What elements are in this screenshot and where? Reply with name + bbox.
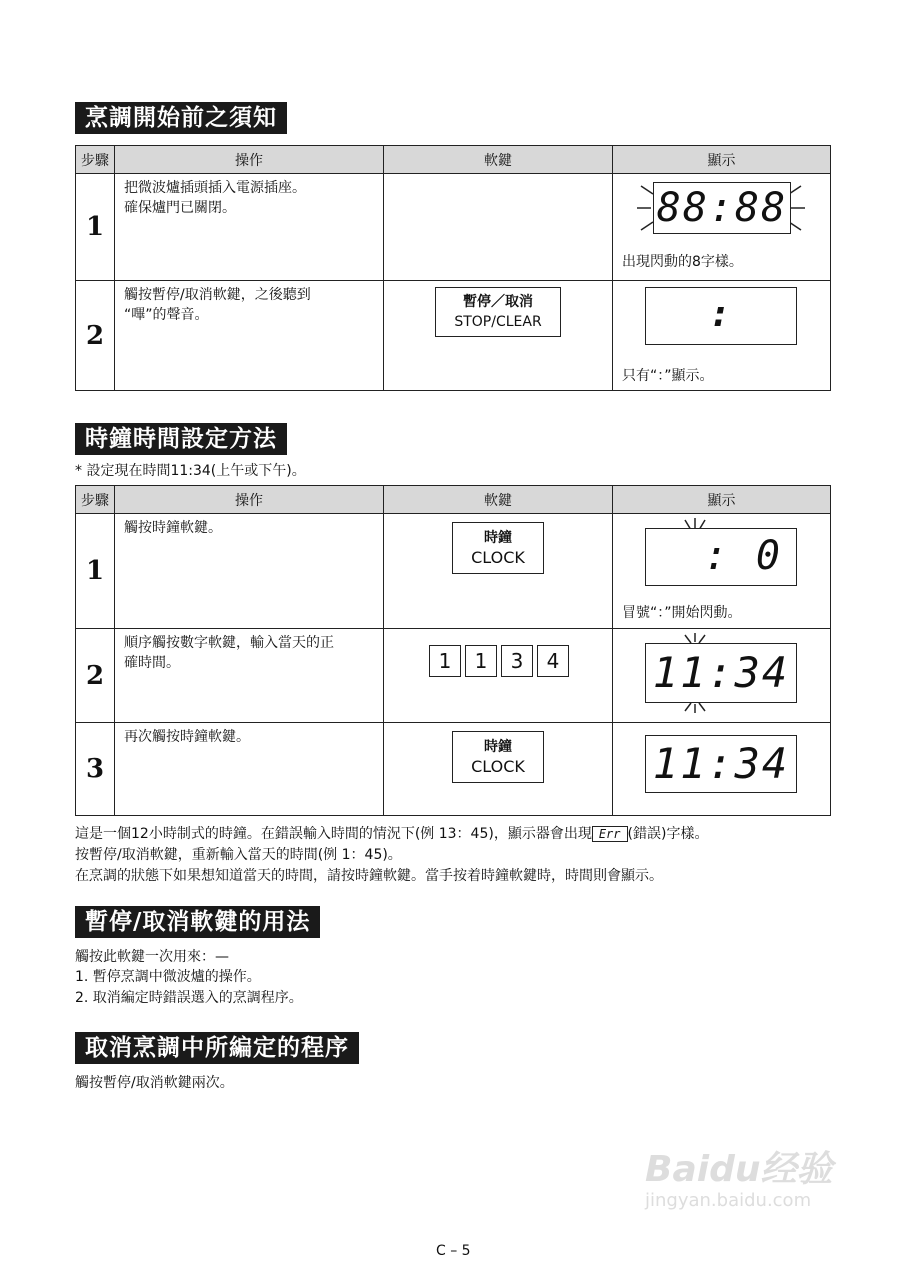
display-caption: 只有“：”顯示。 bbox=[622, 368, 714, 384]
key-cell bbox=[384, 281, 613, 391]
stop-clear-item-1: 1. 暫停烹調中微波爐的操作。 bbox=[75, 969, 261, 985]
step-number: 3 bbox=[76, 723, 115, 816]
header-key: 軟鍵 bbox=[384, 486, 613, 514]
operation-line: 順序觸按數字軟鍵，輸入當天的正 bbox=[124, 635, 334, 651]
key-label-en: CLOCK bbox=[471, 757, 525, 776]
section-title-stop-clear-usage: 暫停/取消軟鍵的用法 bbox=[75, 906, 320, 938]
lcd-display bbox=[645, 735, 797, 793]
key-label-en: STOP/CLEAR bbox=[454, 314, 542, 330]
header-step: 步驟 bbox=[76, 486, 115, 514]
lcd-text: 11:34 bbox=[652, 739, 790, 788]
section-title-clock-setting: 時鐘時間設定方法 bbox=[75, 423, 287, 455]
display-cell bbox=[613, 629, 831, 723]
display-cell bbox=[613, 723, 831, 816]
stop-clear-key bbox=[435, 287, 561, 337]
note-line-2: 按暫停/取消軟鍵，重新輸入當天的時間(例 1：45)。 bbox=[75, 847, 402, 863]
display-cell bbox=[613, 514, 831, 629]
key-cell bbox=[384, 174, 613, 281]
operation-line: 確保爐門已關閉。 bbox=[124, 200, 236, 216]
lcd-display bbox=[645, 528, 797, 586]
operation-text bbox=[115, 629, 384, 723]
display-cell bbox=[613, 174, 831, 281]
key-cell bbox=[384, 514, 613, 629]
lcd-text: : 0 bbox=[703, 533, 782, 579]
operation-line: “嗶”的聲音。 bbox=[124, 307, 209, 323]
key-label-zh: 時鐘 bbox=[484, 739, 512, 755]
key-cell bbox=[384, 723, 613, 816]
table-row bbox=[76, 723, 831, 816]
header-display: 顯示 bbox=[613, 486, 831, 514]
header-display: 顯示 bbox=[613, 146, 831, 174]
header-operation: 操作 bbox=[115, 486, 384, 514]
step-number: 2 bbox=[76, 629, 115, 723]
display-cell bbox=[613, 281, 831, 391]
digit-key-3: 3 bbox=[501, 645, 533, 677]
clock-key bbox=[452, 522, 544, 574]
section-title-cancel-program: 取消烹調中所編定的程序 bbox=[75, 1032, 359, 1064]
header-operation: 操作 bbox=[115, 146, 384, 174]
table-row bbox=[76, 281, 831, 391]
display-caption: 冒號“：”開始閃動。 bbox=[622, 605, 742, 621]
header-step: 步驟 bbox=[76, 146, 115, 174]
step-number: 1 bbox=[76, 514, 115, 629]
step-number: 1 bbox=[76, 174, 115, 281]
table-row bbox=[76, 514, 831, 629]
table-clock-setting bbox=[75, 485, 831, 816]
operation-line: 把微波爐插頭插入電源插座。 bbox=[124, 180, 306, 196]
cancel-program-text: 觸按暫停/取消軟鍵兩次。 bbox=[75, 1075, 234, 1091]
note-line-1 bbox=[75, 824, 708, 844]
operation-line: 再次觸按時鐘軟鍵。 bbox=[124, 729, 250, 745]
table-row bbox=[76, 174, 831, 281]
operation-text bbox=[115, 174, 384, 281]
clock-key bbox=[452, 731, 544, 783]
note-text: (錯誤)字樣。 bbox=[627, 826, 709, 842]
key-label-en: CLOCK bbox=[471, 548, 525, 567]
step-number: 2 bbox=[76, 281, 115, 391]
table-before-cooking bbox=[75, 145, 831, 391]
lcd-text: 11:34 bbox=[652, 648, 790, 697]
lcd-text: 88:88 bbox=[656, 185, 788, 231]
table-row bbox=[76, 629, 831, 723]
operation-line: 觸按暫停/取消軟鍵，之後聽到 bbox=[124, 287, 311, 303]
display-caption: 出現閃動的8字樣。 bbox=[622, 254, 743, 270]
err-display-icon: Err bbox=[592, 826, 628, 842]
note-text: 這是一個12小時制式的時鐘。在錯誤輸入時間的情況下(例 13：45)，顯示器會出現 bbox=[75, 826, 592, 842]
operation-text bbox=[115, 281, 384, 391]
key-label-zh: 時鐘 bbox=[484, 530, 512, 546]
stop-clear-item-2: 2. 取消編定時錯誤選入的烹調程序。 bbox=[75, 990, 303, 1006]
watermark-brand: Baidu经验 bbox=[645, 1149, 833, 1190]
key-cell bbox=[384, 629, 613, 723]
page-number: C – 5 bbox=[436, 1243, 471, 1259]
digit-key-1: 1 bbox=[429, 645, 461, 677]
note-line-3: 在烹調的狀態下如果想知道當天的時間，請按時鐘軟鍵。當手按着時鐘軟鍵時，時間則會顯示。 bbox=[75, 868, 663, 884]
section-title-before-cooking: 烹調開始前之須知 bbox=[75, 102, 287, 134]
lcd-display bbox=[645, 643, 797, 703]
clock-setting-note: * 設定現在時間11:34(上午或下午)。 bbox=[75, 463, 306, 479]
lcd-display bbox=[653, 182, 791, 234]
stop-clear-intro: 觸按此軟鍵一次用來：— bbox=[75, 949, 229, 965]
operation-text bbox=[115, 723, 384, 816]
operation-line: 確時間。 bbox=[124, 655, 180, 671]
lcd-text: : bbox=[709, 294, 733, 335]
header-key: 軟鍵 bbox=[384, 146, 613, 174]
lcd-display bbox=[645, 287, 797, 345]
digit-key-1: 1 bbox=[465, 645, 497, 677]
watermark-url: jingyan.baidu.com bbox=[645, 1190, 812, 1211]
key-label-zh: 暫停／取消 bbox=[463, 294, 533, 310]
operation-line: 觸按時鐘軟鍵。 bbox=[124, 520, 222, 536]
baidu-watermark-logo bbox=[645, 1150, 832, 1212]
operation-text bbox=[115, 514, 384, 629]
digit-key-4: 4 bbox=[537, 645, 569, 677]
